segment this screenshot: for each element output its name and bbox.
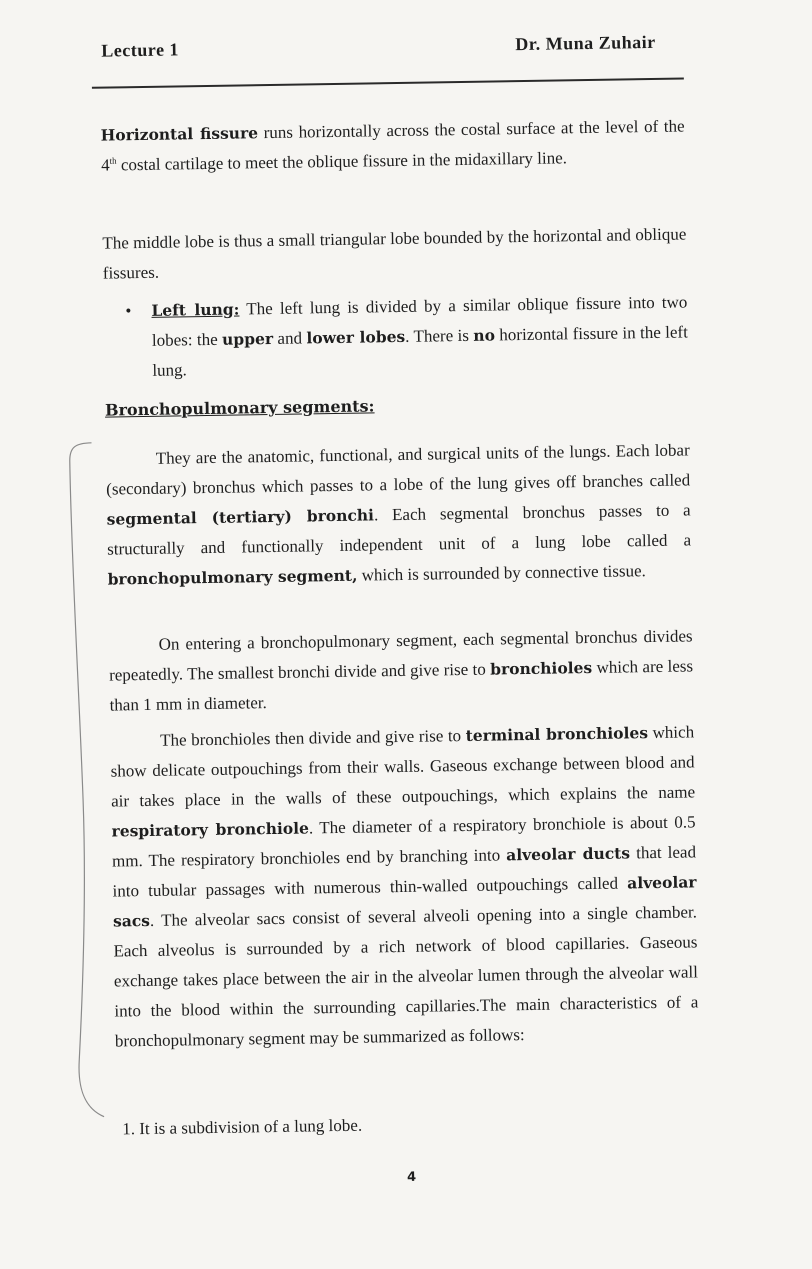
paragraph-bronchioles: The bronchioles then divide and give rise to terminal bronchioles which show delicate outpouchings from their walls. Gaseous exchange between blood and air takes place in the walls of these outpouchings, which explains the name respiratory bronchiole. The diameter of a respiratory bronchiole is about 0.5 mm. The respiratory bronchioles end by branching into alveolar ducts that lead into tubular passages with numerous thin-walled outpouchings called alveolar sacs. The alveolar sacs consist of several alveoli opening into a single chamber. Each alveolus is surrounded by a rich network of blood capillaries. Gaseous exchange takes place between the air in the alveolar lumen through the alveolar wall into the blood within the surrounding capillaries.The main characteristics of a bronchopulmonary segment may be summarized as follows: xyxy=(110,722,699,1051)
page-number: 4 xyxy=(406,1169,417,1185)
header-rule xyxy=(92,77,684,88)
paragraph-middle-lobe: The middle lobe is thus a small triangular lobe bounded by the horizontal and oblique fissures. xyxy=(102,224,687,283)
paragraph-entering-segment: On entering a bronchopulmonary segment, each segmental bronchus divides repeatedly. The smallest bronchi divide and give rise to bronchioles which are less than 1 mm in diameter. xyxy=(108,626,694,715)
section-heading: Bronchopulmonary segments: xyxy=(104,396,375,420)
term-horizontal-fissure: Horizontal fissure xyxy=(100,123,259,145)
hand-drawn-bracket xyxy=(55,441,106,1122)
paragraph-horizontal-fissure: Horizontal fissure runs horizontally across the costal surface at the level of the 4th costal cartilage to meet the oblique fissure in the midaxillary line. xyxy=(100,116,685,175)
paragraph-definition: They are the anatomic, functional, and surgical units of the lungs. Each lobar (secondary) bronchus which passes to a lobe of the lung gives off branches called segmental (tertiary) bronchi. Each segmental bronchus passes to a structurally and functionally independent unit of a lung lobe called a bronchopulmonary segment, which is surrounded by connective tissue. xyxy=(106,440,692,589)
bullet-dot: • xyxy=(125,301,132,321)
author-name: Dr. Muna Zuhair xyxy=(515,31,656,55)
term-left-lung: Left lung: xyxy=(151,299,240,320)
bullet-left-lung: • Left lung: The left lung is divided by a similar oblique fissure into two lobes: the upper and lower lobes. There is no horizontal fissure in the left lung. xyxy=(125,292,688,380)
lecture-label: Lecture 1 xyxy=(101,39,180,61)
list-item-1: 1. It is a subdivision of a lung lobe. xyxy=(122,1115,363,1139)
